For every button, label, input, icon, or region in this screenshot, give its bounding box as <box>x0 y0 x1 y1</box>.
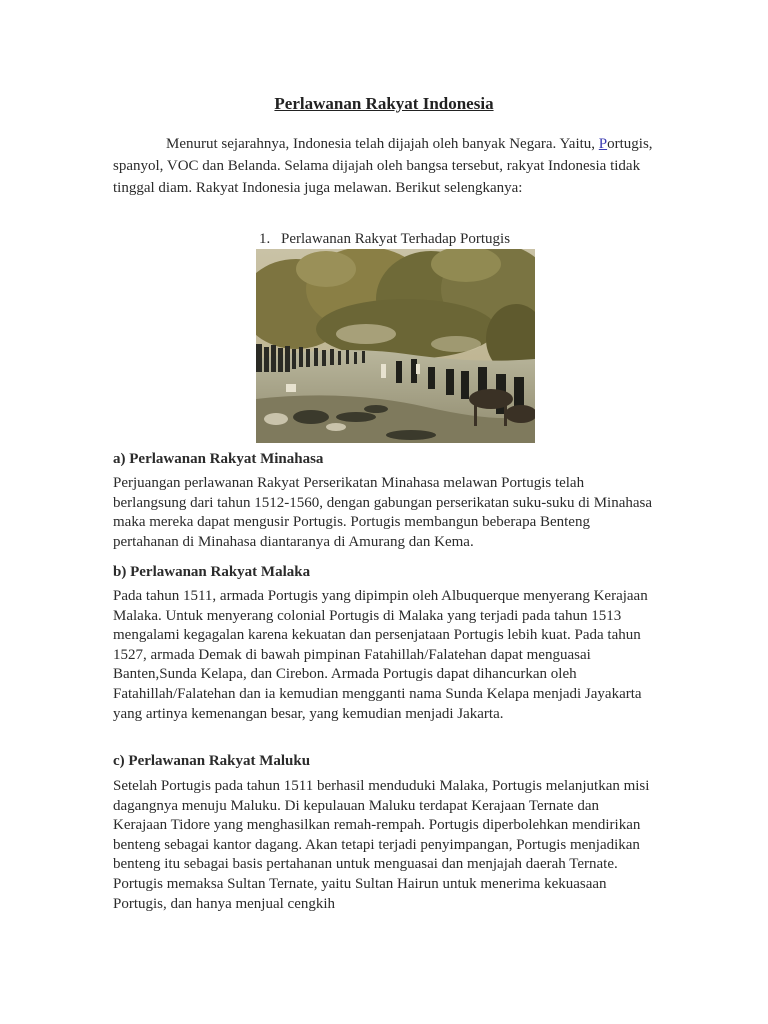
section-heading-minahasa: a) Perlawanan Rakyat Minahasa <box>113 451 324 467</box>
intro-paragraph <box>113 133 653 199</box>
battle-painting-icon <box>256 249 535 443</box>
list-number: 1. <box>259 231 271 247</box>
section-heading-malaka: b) Perlawanan Rakyat Malaka <box>113 564 311 580</box>
intro-link-letter[interactable]: P <box>598 136 608 152</box>
page-title: Perlawanan Rakyat Indonesia <box>274 94 494 113</box>
section-text-maluku: Setelah Portugis pada tahun 1511 berhasil menduduki Malaka, Portugis melanjutkan misi dagangnya menuju Maluku. Di kepulauan Maluku terdapat Kerajaan Ternate dan Kerajaan Tidore yang menghasilkan remah-rempah. Portugis diperbolehkan mendirikan benteng sebagai kantor dagang. Akan tetapi terjadi penyimpangan, Portugis menjadikan benteng itu sebagai basis pertahanan untuk menguasai dan menjajah daerah Ternate. Portugis memaksa Sultan Ternate, yaitu Sultan Hairun untuk menerima kekuasaan Portugis, dan hanya menjual cengkih <box>113 778 650 912</box>
list-label: Perlawanan Rakyat Terhadap Portugis <box>281 231 511 247</box>
section-text-minahasa: Perjuangan perlawanan Rakyat Perserikatan Minahasa melawan Portugis telah berlangsung dari tahun 1512-1560, dengan gabungan perserikatan suku-suku di Minahasa maka mereka dapat mengusir Portugis. Portugis membangun beberapa Benteng pertahanan di Minahasa diantaranya di Amurang dan Kema. <box>113 475 653 550</box>
list-item-heading <box>259 229 510 249</box>
battle-painting <box>256 249 535 443</box>
intro-line1: Menurut sejarahnya, Indonesia telah dijajah oleh banyak Negara. Yaitu, <box>166 136 596 152</box>
intro-rest: ortugis, spanyol, VOC dan Belanda. Selama dijajah oleh bangsa tersebut, rakyat Indonesia tidak tinggal diam. Rakyat Indonesia juga melawan. Berikut selengkanya: <box>113 136 653 196</box>
section-heading-maluku: c) Perlawanan Rakyat Maluku <box>113 753 311 769</box>
section-text-malaka: Pada tahun 1511, armada Portugis yang dipimpin oleh Albuquerque menyerang Kerajaan Malaka. Untuk menyerang colonial Portugis di Malaka yang terjadi pada tahun 1513 mengalami kegagalan karena kekuatan dan persenjataan Portugis lebih kuat. Pada tahun 1527, armada Demak di bawah pimpinan Fatahillah/Falatehan dapat menguasai Banten,Sunda Kelapa, dan Cirebon. Armada Portugis dapat dihancurkan oleh Fatahillah/Falatehan dan ia kemudian mengganti nama Sunda Kelapa menjadi Jayakarta yang artinya kemenangan besar, yang kemudian menjadi Jakarta. <box>113 588 648 722</box>
